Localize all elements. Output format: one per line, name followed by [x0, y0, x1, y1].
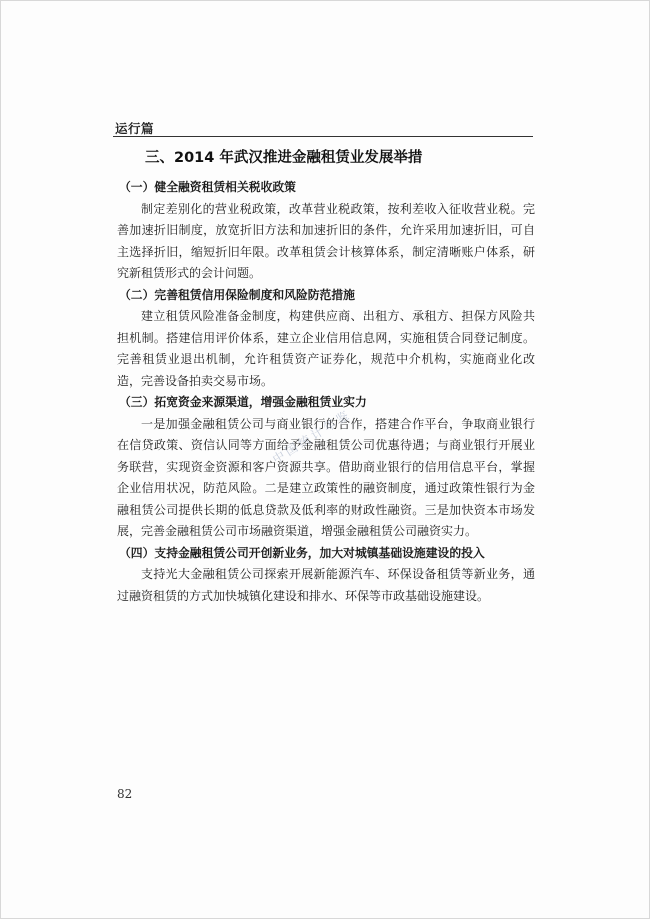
- watermark: 中国统计年鉴: [270, 406, 354, 467]
- subsection-heading-1: （一）健全融资租赁相关税收政策: [119, 180, 296, 194]
- section-title: 三、2014 年武汉推进金融租赁业发展举措: [145, 150, 423, 166]
- paragraph-4: 支持光大金融租赁公司探索开展新能源汽车、环保设备租赁等新业务，通过融资租赁的方式加快城镇化建设和排水、环保等市政基础设施建设。: [117, 567, 535, 603]
- paragraph-3: 一是加强金融租赁公司与商业银行的合作，搭建合作平台，争取商业银行在信贷政策、资信认同等方面给予金融租赁公司优惠待遇；与商业银行开展业务联营，实现资金资源和客户资源共享。借助商业银行的信用信息平台，掌握企业信用状况，防范风险。二是建立政策性的融资制度，通过政策性银行为金融租赁公司提供长期的低息贷款及低利率的财政性融资。三是加快资本市场发展，完善金融租赁公司市场融资渠道，增强金融租赁公司融资实力。: [117, 416, 535, 538]
- page-number: 82: [117, 787, 133, 801]
- paragraph-1: 制定差别化的营业税政策，改革营业税政策，按利差收入征收营业税。完善加速折旧制度，放宽折旧方法和加速折旧的条件，允许采用加速折旧，可自主选择折旧，缩短折旧年限。改革租赁会计核算体系，制定清晰账户体系，研究新租赁形式的会计问题。: [117, 201, 535, 280]
- running-head: 运行篇: [115, 121, 155, 136]
- page-body: [117, 143, 535, 607]
- subsection-heading-3: （三）拓宽资金来源渠道，增强金融租赁业实力: [119, 395, 367, 409]
- paragraph-2: 建立租赁风险准备金制度，构建供应商、出租方、承租方、担保方风险共担机制。搭建信用评价体系，建立企业信用信息网，实施租赁合同登记制度。完善租赁业退出机制，允许租赁资产证券化，规范中介机构，实施商业化改造，完善设备拍卖交易市场。: [117, 309, 535, 388]
- header-rule: [113, 136, 533, 137]
- subsection-heading-2: （二）完善租赁信用保险制度和风险防范措施: [119, 287, 355, 302]
- subsection-heading-4: （四）支持金融租赁公司开创新业务，加大对城镇基础设施建设的投入: [119, 545, 485, 560]
